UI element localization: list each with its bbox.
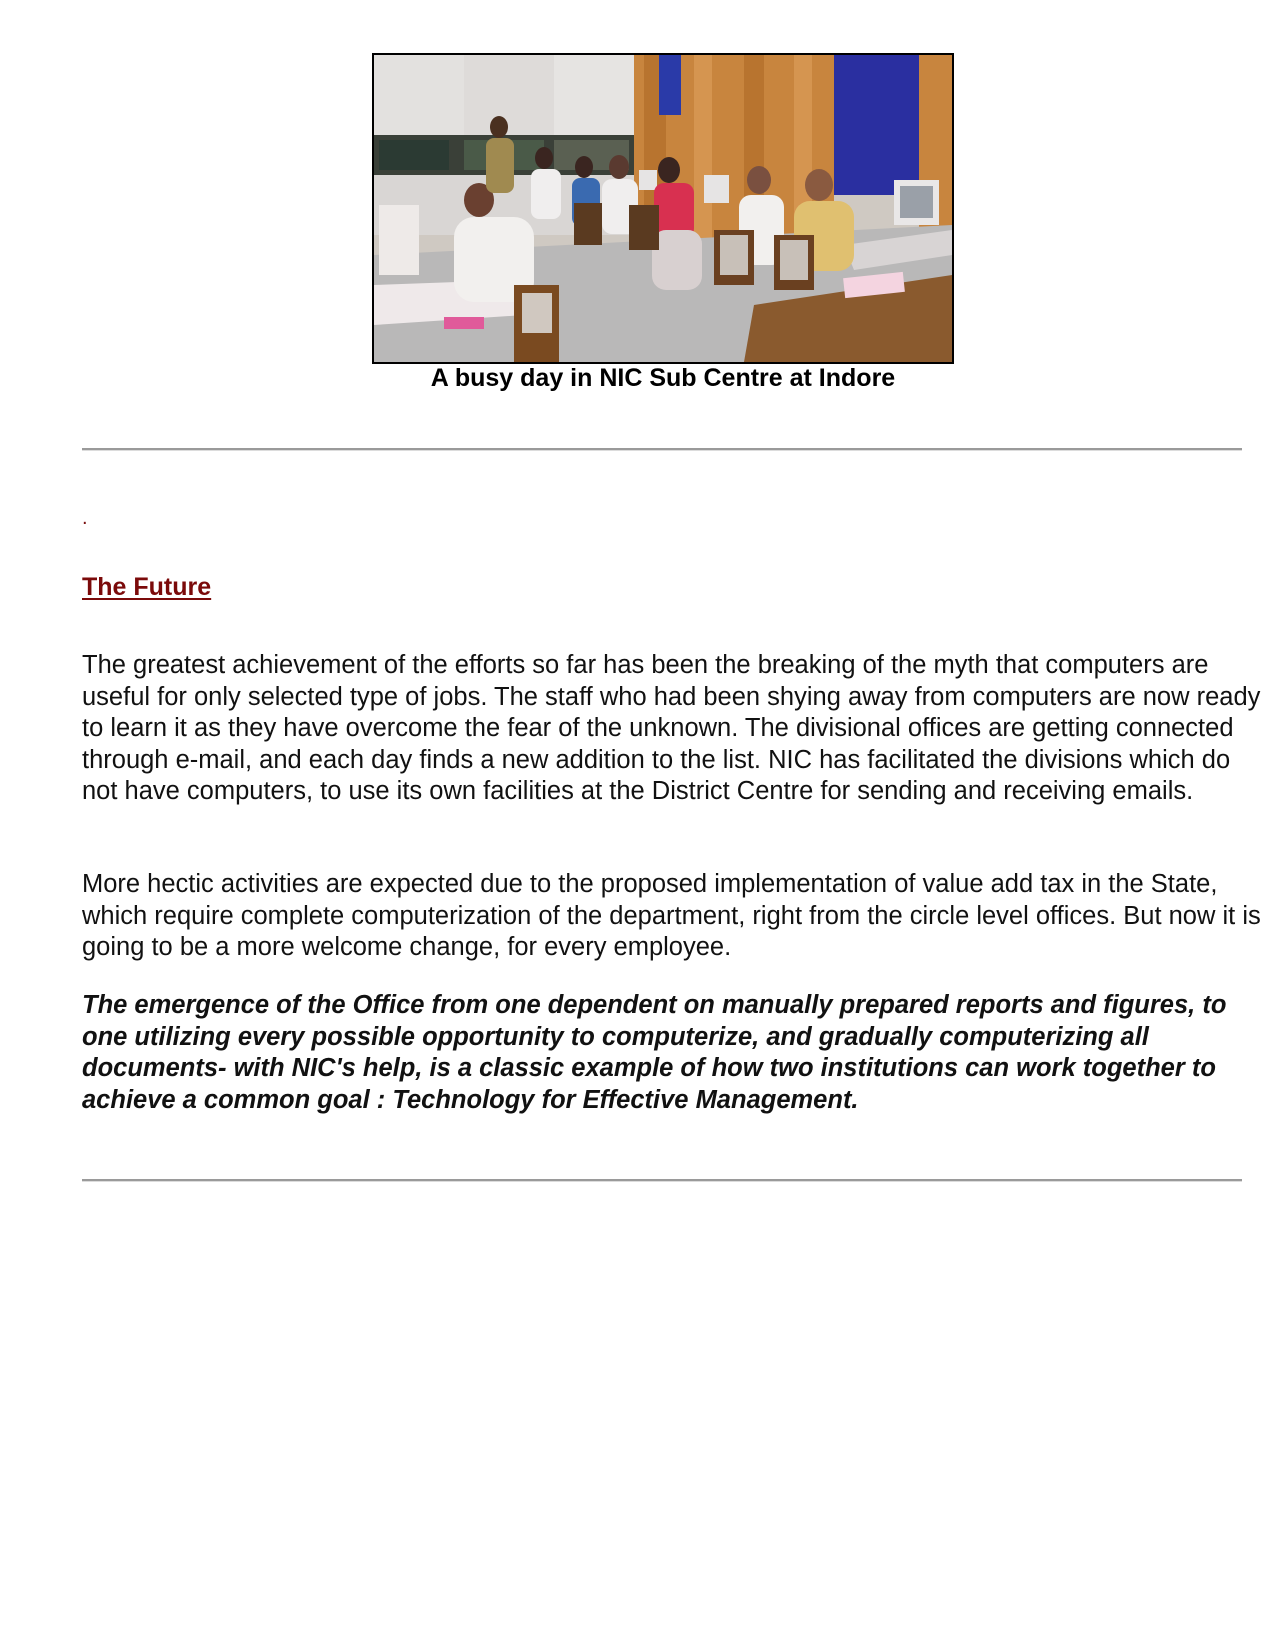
paragraph-1: The greatest achievement of the efforts so far has been the breaking of the myth that computers are useful for only selected type of jobs. The staff who had been shying away from computers are now ready to learn it as they have overcome the fear of the unknown. The divisional offices are getting connected through e-mail, and each day finds a new addition to the list. NIC has facilitated the divisions which do not have computers, to use its own facilities at the District Centre for sending and receiving emails. [82, 651, 1261, 805]
horizontal-rule-bottom [82, 1179, 1242, 1182]
paragraph-2: More hectic activities are expected due to the proposed implementation of value add tax in the State, which require complete computerization of the department, right from the circle level offices. But now it is going to be a more welcome change, for every employee. [82, 870, 1261, 961]
figure [372, 53, 954, 392]
office-photo-illustration [374, 55, 952, 362]
section-heading[interactable]: The Future [82, 573, 212, 601]
horizontal-rule-top [82, 448, 1242, 451]
bullet-marker: . [82, 507, 88, 529]
conclusion-paragraph: The emergence of the Office from one dependent on manually prepared reports and figures, to one utilizing every possible opportunity to computerize, and gradually computerizing all documents- with NIC's help, is a classic example of how two institutions can work together to achieve a common goal : Technology for Effective Management. [82, 991, 1227, 1114]
office-photo [372, 53, 954, 364]
figure-caption: A busy day in NIC Sub Centre at Indore [430, 364, 896, 392]
